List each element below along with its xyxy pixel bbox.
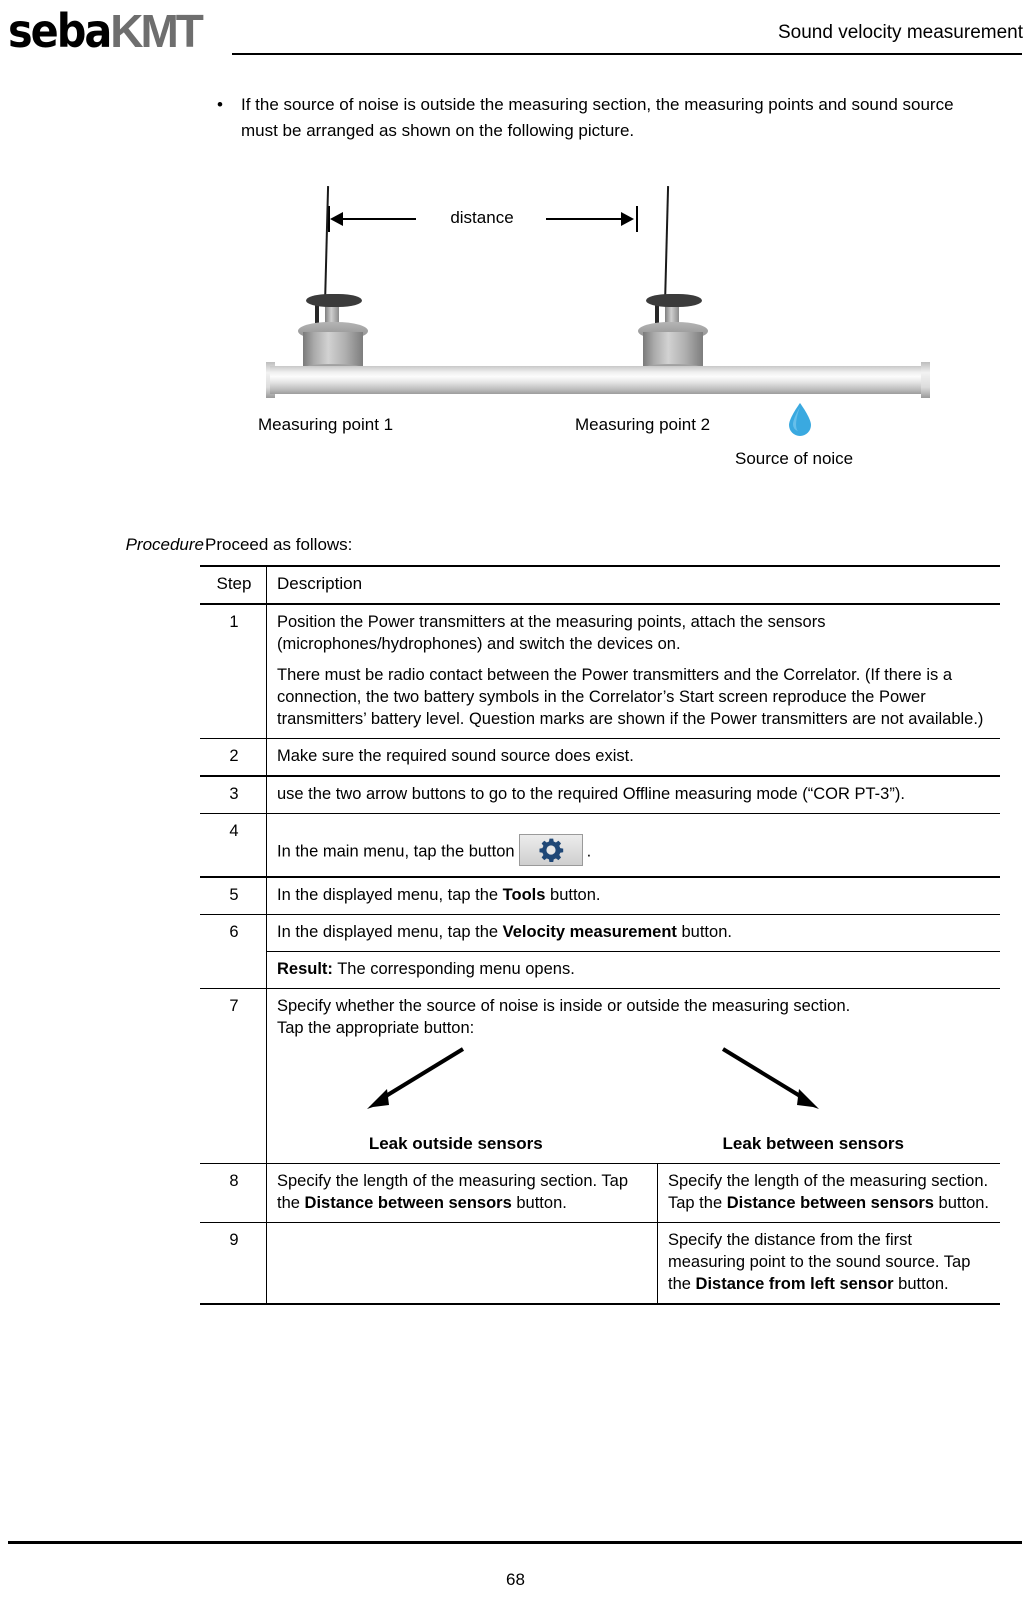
- caption-measuring-point-2: Measuring point 2: [575, 415, 711, 434]
- step-number: 8: [200, 1164, 267, 1223]
- step-number: 5: [200, 877, 267, 915]
- result-label: Result:: [277, 960, 333, 978]
- footer-divider: [8, 1541, 1022, 1544]
- step-description: [267, 877, 1001, 915]
- result-description: [267, 952, 1001, 989]
- step5-text-after: button.: [545, 886, 601, 904]
- table-row: [200, 952, 1000, 989]
- step8-left-cell: [267, 1164, 658, 1223]
- choice-arrows: [277, 1039, 992, 1131]
- step8-right-after: button.: [933, 1194, 990, 1212]
- step-paragraph: There must be radio contact between the Power transmitters and the Correlator. (If there is a connection, the two battery symbols in the Correlator’s Start screen reproduce the Power transmitters’ battery level. Question marks are shown if the Power transmitters are not available.): [277, 666, 984, 728]
- sebakmt-logo: [8, 4, 201, 58]
- step8-right-bold: Distance between sensors: [726, 1194, 934, 1212]
- distance-label: distance: [418, 206, 546, 230]
- step5-bold-term: Tools: [502, 886, 546, 904]
- column-header-description: Description: [267, 566, 1001, 604]
- procedure-intro-text: Proceed as follows:: [205, 535, 353, 554]
- page-header: [0, 0, 1031, 58]
- step8-left-before: Specify the length of the measuring section. Tap the: [277, 1172, 628, 1212]
- step-description: [267, 604, 1001, 739]
- table-row: [200, 604, 1000, 739]
- caption-source-of-noise: Source of noice: [735, 449, 854, 468]
- logo-kmt-text: KMT: [110, 5, 201, 57]
- step4-text-after: .: [586, 842, 592, 861]
- setup-illustration: [250, 168, 950, 478]
- table-row: [200, 739, 1000, 777]
- arrow-down-right-icon: [717, 1045, 827, 1115]
- choice-label-leak-between: Leak between sensors: [722, 1134, 904, 1153]
- procedure-steps-table: [200, 565, 1000, 1305]
- step7-line-2: Tap the appropriate button:: [277, 1019, 475, 1037]
- arrow-down-left-icon: [359, 1045, 469, 1115]
- logo-seba-text: seba: [8, 4, 111, 58]
- column-header-step: Step: [200, 566, 267, 604]
- step-number: 9: [200, 1223, 267, 1305]
- caption-measuring-point-1: Measuring point 1: [258, 415, 394, 434]
- step5-text-before: In the displayed menu, tap the: [277, 886, 503, 904]
- step-description: [267, 989, 1001, 1164]
- step6-bold-term: Velocity measurement: [502, 923, 677, 941]
- pipe-flange-right: [921, 362, 930, 398]
- device-handle: [306, 294, 362, 307]
- power-transmitter-1: [296, 186, 370, 366]
- power-transmitter-2: [636, 186, 710, 366]
- step9-right-bold: Distance from left sensor: [695, 1275, 894, 1293]
- step-number: 3: [200, 776, 267, 814]
- step-description: use the two arrow buttons to go to the required Offline measuring mode (“COR PT-3”).: [267, 776, 1001, 814]
- page-number: 68: [506, 1570, 525, 1589]
- step-description: [267, 814, 1001, 878]
- step-number: 2: [200, 739, 267, 777]
- arrow-right-icon: [621, 212, 634, 226]
- device-handle: [646, 294, 702, 307]
- step-description: Make sure the required sound source does exist.: [267, 739, 1001, 777]
- procedure-marginal-label: Procedure: [125, 535, 204, 554]
- step8-left-after: button.: [511, 1194, 567, 1212]
- table-header-row: [200, 566, 1000, 604]
- step-number: 7: [200, 989, 267, 1164]
- step8-right-cell: [658, 1164, 1001, 1223]
- step4-text-before: In the main menu, tap the button: [277, 842, 515, 861]
- pipe-graphic: [270, 366, 925, 394]
- step9-left-cell: [267, 1223, 658, 1305]
- table-row: [200, 1223, 1000, 1305]
- choice-labels: [277, 1133, 992, 1155]
- step6-text-after: button.: [676, 923, 732, 941]
- step8-right-before: Specify the length of the measuring section. Tap the: [668, 1172, 989, 1212]
- step7-line-1: Specify whether the source of noise is inside or outside the measuring section.: [277, 997, 851, 1015]
- step9-right-before: Specify the distance from the first measuring point to the sound source. Tap the: [668, 1231, 971, 1293]
- gear-icon: [538, 838, 564, 862]
- table-row: [200, 814, 1000, 878]
- gear-icon-button[interactable]: [519, 834, 583, 866]
- bullet-marker-icon: •: [217, 95, 223, 114]
- step-number: 1: [200, 604, 267, 739]
- antenna-icon: [324, 186, 329, 304]
- step-number: 6: [229, 923, 239, 941]
- bullet-text: If the source of noise is outside the measuring section, the measuring points and sound source must be arranged as shown on the following picture.: [241, 95, 954, 140]
- result-text: The corresponding menu opens.: [332, 960, 575, 978]
- antenna-icon: [664, 186, 669, 304]
- table-row: [200, 776, 1000, 814]
- distance-dimension: [328, 206, 638, 232]
- dimension-line-right: [546, 218, 628, 220]
- header-title: Sound velocity measurement: [777, 22, 1023, 43]
- step-description: [267, 915, 1001, 952]
- step9-right-after: button.: [893, 1275, 949, 1293]
- list-item: [205, 92, 995, 144]
- water-drop-icon: [787, 402, 813, 436]
- choice-label-leak-outside: Leak outside sensors: [368, 1134, 543, 1153]
- header-divider: [232, 53, 1022, 55]
- step8-left-bold: Distance between sensors: [304, 1194, 512, 1212]
- step6-text-before: In the displayed menu, tap the: [277, 923, 503, 941]
- step9-right-cell: [658, 1223, 1001, 1305]
- step-paragraph: Position the Power transmitters at the measuring points, attach the sensors (microphones/hydrophones) and switch the devices on.: [277, 613, 826, 653]
- table-row: [200, 989, 1000, 1164]
- table-row: [200, 915, 1000, 952]
- table-row: [200, 1164, 1000, 1223]
- step-number: 4: [200, 814, 267, 878]
- step-number-empty: [200, 952, 267, 989]
- intro-bullet-list: [205, 92, 995, 144]
- table-row: [200, 877, 1000, 915]
